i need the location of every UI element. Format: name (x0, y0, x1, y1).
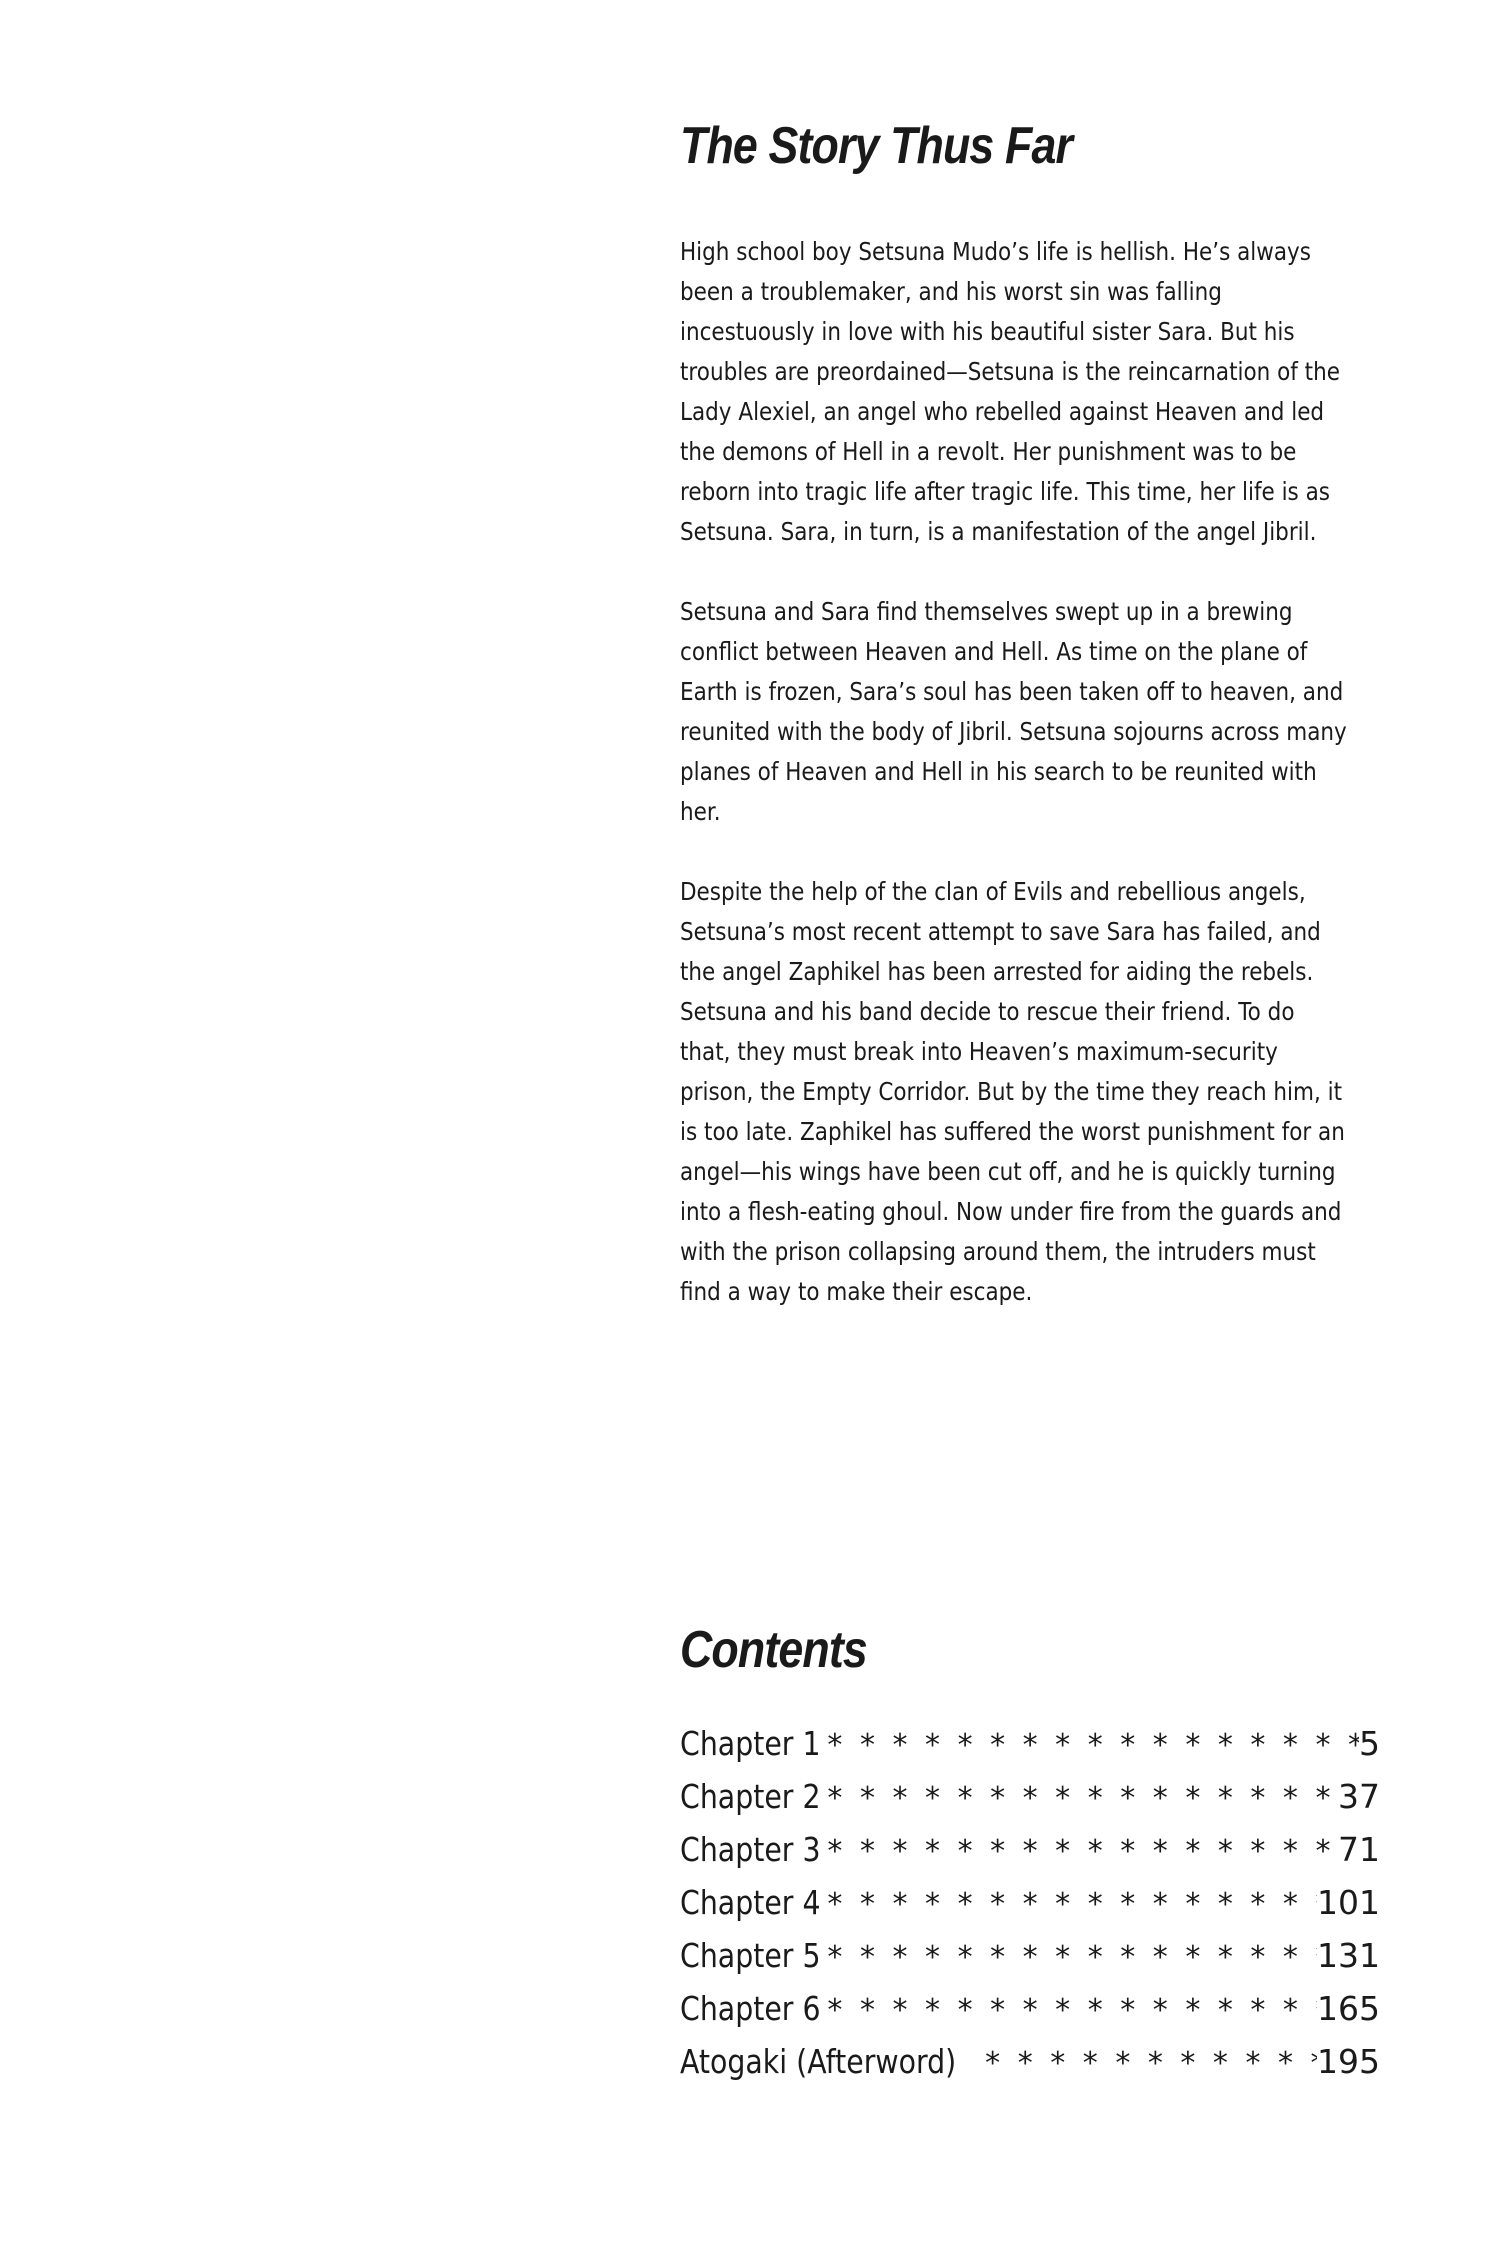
toc-dot-leader (815, 1887, 1317, 1922)
table-of-contents (680, 1724, 1380, 2095)
toc-entry-page: 71 (1338, 1830, 1380, 1869)
story-paragraph-2: Setsuna and Sara find themselves swept up in a brewing conflict between Heaven and Hell. As time on the plane of Earth is frozen, Sara’s soul has been taken off to heaven, and reunited with the body of Jibril. Setsuna sojourns across many planes of Heaven and Hell in his search to be reunited with her. (680, 597, 1347, 826)
toc-entry (680, 2042, 1380, 2095)
toc-dot-leader (815, 1940, 1317, 1975)
toc-entry-page: 37 (1338, 1777, 1380, 1816)
toc-entry-label: Chapter 1 (680, 1724, 821, 1763)
toc-dot-leader (815, 1834, 1338, 1869)
toc-entry-label: Chapter 6 (680, 1989, 821, 2028)
toc-entry-label: Atogaki (Afterword) (680, 2042, 957, 2081)
story-body (680, 232, 1351, 1312)
toc-entry-page: 165 (1317, 1989, 1380, 2028)
toc-entry-label: Chapter 5 (680, 1936, 821, 1975)
toc-entry-page: 101 (1317, 1883, 1380, 1922)
toc-entry-label: Chapter 4 (680, 1883, 821, 1922)
toc-entry-page: 131 (1317, 1936, 1380, 1975)
toc-entry-label: Chapter 3 (680, 1830, 821, 1869)
toc-dot-leader (815, 1993, 1317, 2028)
toc-entry (680, 1883, 1380, 1936)
toc-dot-leader (973, 2046, 1317, 2081)
toc-entry-page: 195 (1317, 2042, 1380, 2081)
toc-entry (680, 1777, 1380, 1830)
toc-entry (680, 1936, 1380, 1989)
story-section (680, 108, 1380, 1352)
toc-entry (680, 1830, 1380, 1883)
toc-dot-leader (815, 1728, 1359, 1763)
toc-entry (680, 1989, 1380, 2042)
contents-section (680, 1612, 1380, 2111)
toc-dot-leader (815, 1781, 1338, 1816)
toc-entry-page: 5 (1359, 1724, 1380, 1763)
story-title: The Story Thus Far (680, 117, 1073, 175)
story-paragraph-1: High school boy Setsuna Mudo’s life is hellish. He’s always been a troublemaker, and his worst sin was falling incestuously in love with his beautiful sister Sara. But his troubles are preordained—Setsuna is the reincarnation of the Lady Alexiel, an angel who rebelled against Heaven and led the demons of Hell in a revolt. Her punishment was to be reborn into tragic life after tragic life. This time, her life is as Setsuna. Sara, in turn, is a manifestation of the angel Jibril. (680, 237, 1340, 546)
contents-title: Contents (680, 1621, 867, 1679)
toc-entry (680, 1724, 1380, 1777)
story-paragraph-3: Despite the help of the clan of Evils and rebellious angels, Setsuna’s most recent attempt to save Sara has failed, and the angel Zaphikel has been arrested for aiding the rebels. Setsuna and his band decide to rescue their friend. To do that, they must break into Heaven’s maximum-security prison, the Empty Corridor. But by the time they reach him, it is too late. Zaphikel has suffered the worst punishment for an angel—his wings have been cut off, and he is quickly turning into a flesh-eating ghoul. Now under fire from the guards and with the prison collapsing around them, the intruders must find a way to make their escape. (680, 877, 1345, 1306)
toc-entry-label: Chapter 2 (680, 1777, 821, 1816)
